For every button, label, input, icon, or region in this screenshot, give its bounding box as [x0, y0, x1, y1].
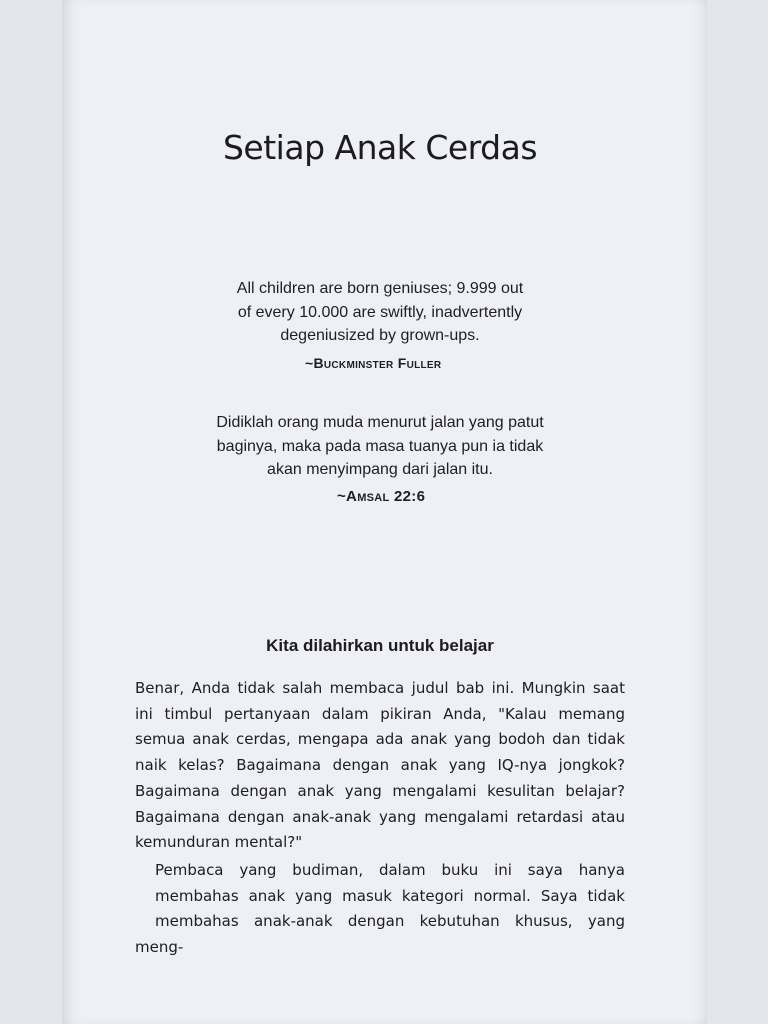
chapter-title: Setiap Anak Cerdas — [222, 128, 538, 167]
text-line: semua anak cerdas, mengapa ada anak yang bodoh dan tidak — [135, 730, 625, 749]
text-line: Bagaimana dengan anak yang mengalami kesulitan belajar? — [135, 781, 625, 800]
paragraph — [135, 676, 625, 856]
text-line: ini timbul pertanyaan dalam pikiran Anda, "Kalau memang — [135, 704, 625, 723]
scan-margin-right — [707, 0, 768, 1024]
text-line: Pembaca yang budiman, dalam buku ini saya hanya — [155, 860, 625, 879]
epigraph-line: of every 10.000 are swiftly, inadvertently — [237, 303, 523, 321]
page-content — [135, 0, 625, 1024]
scan-margin-left — [0, 0, 62, 1024]
text-line: Bagaimana dengan anak-anak yang mengalami retardasi atau — [135, 807, 625, 826]
text-line: membahas anak-anak dengan kebutuhan khusus, yang meng- — [135, 912, 625, 957]
text-line: naik kelas? Bagaimana dengan anak yang IQ-nya jongkok? — [135, 756, 625, 775]
epigraph-attribution-amsal: ~Amsal 22:6 — [337, 488, 426, 505]
text-line: membahas anak yang masuk kategori normal. Saya tidak — [155, 886, 625, 905]
epigraph-attribution-fuller: ~Buckminster Fuller — [305, 355, 442, 371]
text-line: Benar, Anda tidak salah membaca judul bab ini. Mungkin saat — [135, 679, 625, 697]
body-text — [135, 676, 625, 961]
epigraph-line: baginya, maka pada masa tuanya pun ia tidak — [216, 437, 544, 455]
epigraph-line: akan menyimpang dari jalan itu. — [267, 461, 493, 478]
epigraph-english — [135, 277, 625, 348]
text-line: kemunduran mental?" — [135, 833, 303, 852]
epigraph-indonesian — [135, 411, 625, 482]
section-heading: Kita dilahirkan untuk belajar — [266, 636, 494, 655]
paragraph — [135, 858, 625, 961]
epigraph-line: Didiklah orang muda menurut jalan yang patut — [216, 414, 544, 431]
epigraph-line: degeniusized by grown-ups. — [280, 327, 480, 344]
epigraph-line: All children are born geniuses; 9.999 out — [236, 280, 524, 297]
